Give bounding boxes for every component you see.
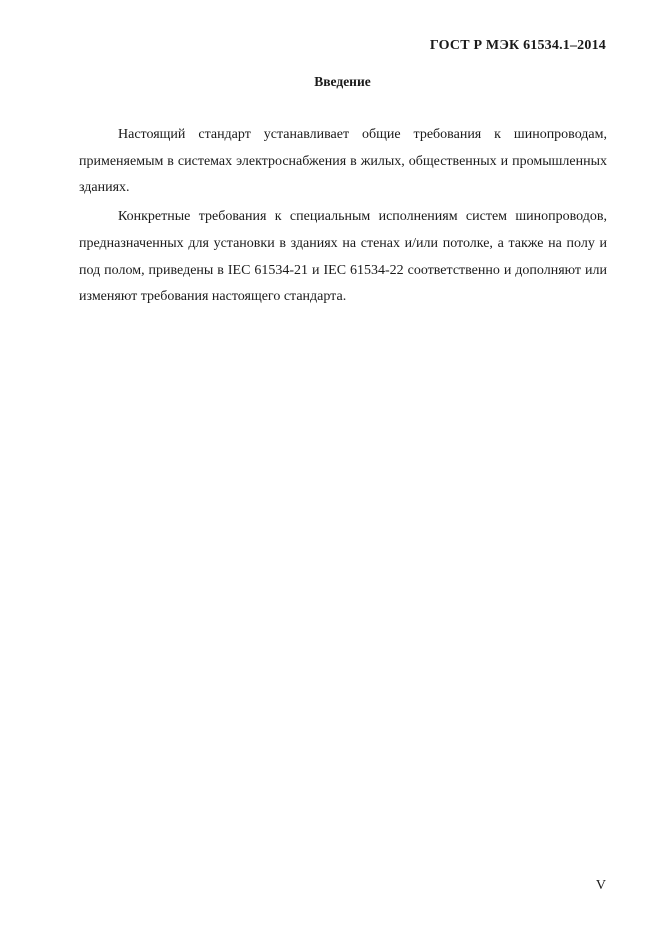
section-title: Введение — [314, 74, 371, 89]
document-header-id: ГОСТ Р МЭК 61534.1–2014 — [429, 38, 606, 53]
page-number: V — [595, 878, 606, 893]
paragraph-scope: Настоящий стандарт устанавливает общие требования к шинопроводам, применяемым в системах электроснабжения в жилых, общественных и промышленных зданиях. — [79, 127, 607, 196]
body-text — [79, 122, 607, 313]
paragraph-specific-requirements: Конкретные требования к специальным исполнениям систем шинопроводов, предназначенных для установки в зданиях на стенах и/или потолке, а также на полу и под полом, приведены в IEC 61534-21 и IEC 61534-22 соответственно и дополняют или изменяют требования настоящего стандарта. — [79, 209, 607, 305]
